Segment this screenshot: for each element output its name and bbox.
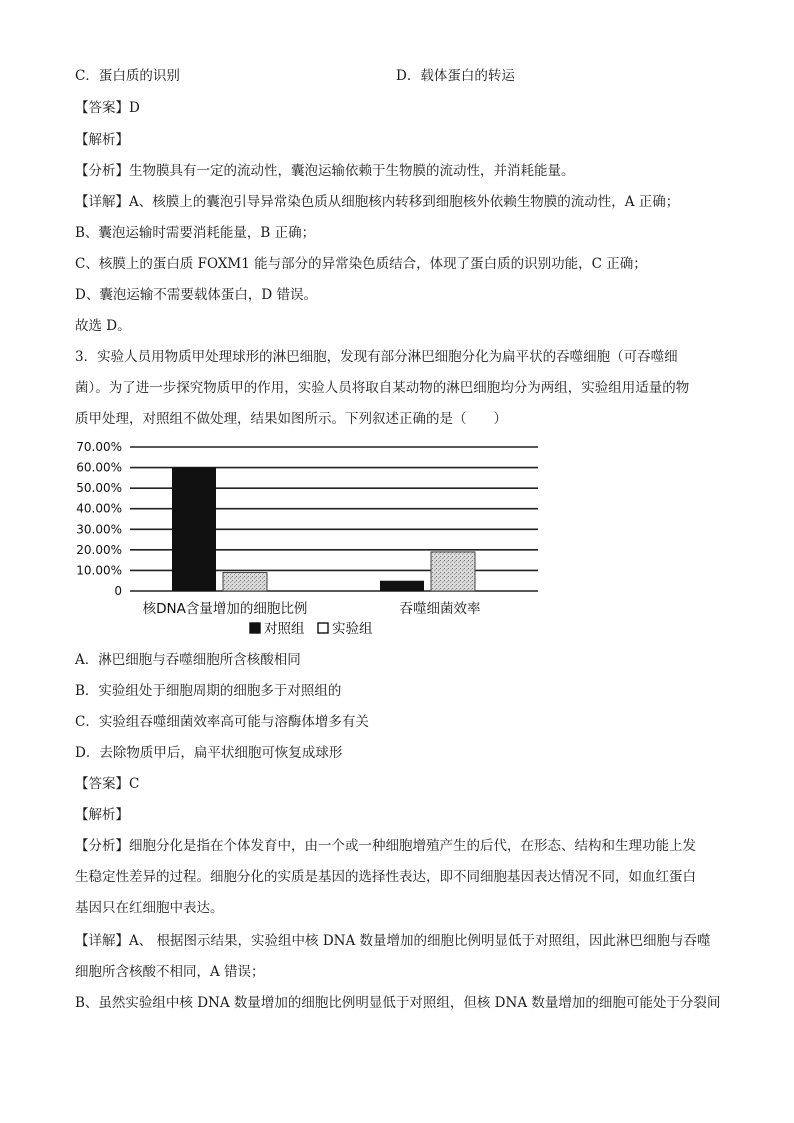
bar-1-0	[223, 572, 267, 591]
analysis-heading-1: 【解析】	[75, 132, 129, 148]
detail-a-2b: 细胞所含核酸不相同，A 错误；	[75, 964, 265, 980]
question-3-line-3: 质甲处理，对照组不做处理，结果如图所示。下列叙述正确的是（ ）	[75, 411, 507, 427]
bar-1-1	[431, 552, 475, 591]
answer-2: 【答案】C	[75, 776, 140, 792]
analysis-text-2b: 生稳定性差异的过程。细胞分化的实质是基因的选择性表达，即不同细胞基因表达情况不同，如血红蛋白	[75, 869, 696, 885]
y-tick-label: 10.00%	[76, 563, 122, 578]
bar-chart	[60, 436, 560, 648]
detail-c-1: C、核膜上的蛋白质 FOXM1 能与部分的异常染色质结合，体现了蛋白质的识别功能，C 正确；	[75, 256, 647, 272]
detail-b-1: B、囊泡运输时需要消耗能量，B 正确；	[75, 225, 316, 241]
option-c: C．实验组吞噬细菌效率高可能与溶酶体增多有关	[75, 714, 369, 730]
question-3-line-1: 3．实验人员用物质甲处理球形的淋巴细胞，发现有部分淋巴细胞分化为扁平状的吞噬细胞（可吞噬细	[75, 349, 678, 365]
y-tick-label: 30.00%	[76, 522, 122, 537]
y-tick-label: 50.00%	[76, 481, 122, 496]
detail-a-2a: 【详解】A、 根据图示结果，实验组中核 DNA 数量增加的细胞比例明显低于对照组，因此淋巴细胞与吞噬	[75, 933, 711, 949]
option-d-prev: D．载体蛋白的转运	[396, 68, 515, 84]
option-d: D．去除物质甲后，扁平状细胞可恢复成球形	[75, 745, 343, 761]
detail-b-2: B、虽然实验组中核 DNA 数量增加的细胞比例明显低于对照组，但核 DNA 数量增加的细胞可能处于分裂间	[75, 995, 721, 1011]
x-category-label: 吞噬细菌效率	[399, 601, 481, 617]
y-tick-label: 20.00%	[76, 542, 122, 557]
y-tick-label: 40.00%	[76, 501, 122, 516]
legend-label-1: 实验组	[332, 621, 373, 637]
answer-1: 【答案】D	[75, 100, 140, 116]
conclusion-1: 故选 D。	[75, 318, 131, 334]
analysis-text-2a: 【分析】细胞分化是指在个体发育中，由一个或一种细胞增殖产生的后代，在形态、结构和生理功能上发	[75, 838, 696, 854]
y-tick-label: 60.00%	[76, 460, 122, 475]
legend-label-0: 对照组	[264, 621, 305, 637]
y-tick-label: 0	[114, 584, 122, 598]
bar-0-0	[172, 468, 216, 591]
option-a: A．淋巴细胞与吞噬细胞所含核酸相同	[75, 652, 301, 668]
detail-d-1: D、囊泡运输不需要载体蛋白，D 错误。	[75, 287, 317, 303]
detail-a-1: 【详解】A、核膜上的囊泡引导异常染色质从细胞核内转移到细胞核外依赖生物膜的流动性，A 正确；	[75, 194, 680, 210]
bar-0-1	[380, 581, 424, 591]
question-3-line-2: 菌）。为了进一步探究物质甲的作用，实验人员将取自某动物的淋巴细胞均分为两组，实验组用适量的物	[75, 380, 690, 396]
analysis-heading-2: 【解析】	[75, 807, 129, 823]
option-b: B．实验组处于细胞周期的细胞多于对照组的	[75, 683, 342, 699]
analysis-text-2c: 基因只在红细胞中表达。	[75, 900, 224, 916]
legend-swatch-0	[250, 623, 260, 633]
option-c-prev: C．蛋白质的识别	[75, 68, 180, 84]
x-category-label: 核DNA含量增加的细胞比例	[142, 601, 308, 617]
y-tick-label: 70.00%	[76, 440, 122, 454]
analysis-text-1: 【分析】生物膜具有一定的流动性，囊泡运输依赖于生物膜的流动性，并消耗能量。	[75, 163, 575, 179]
legend-swatch-1	[318, 623, 328, 633]
